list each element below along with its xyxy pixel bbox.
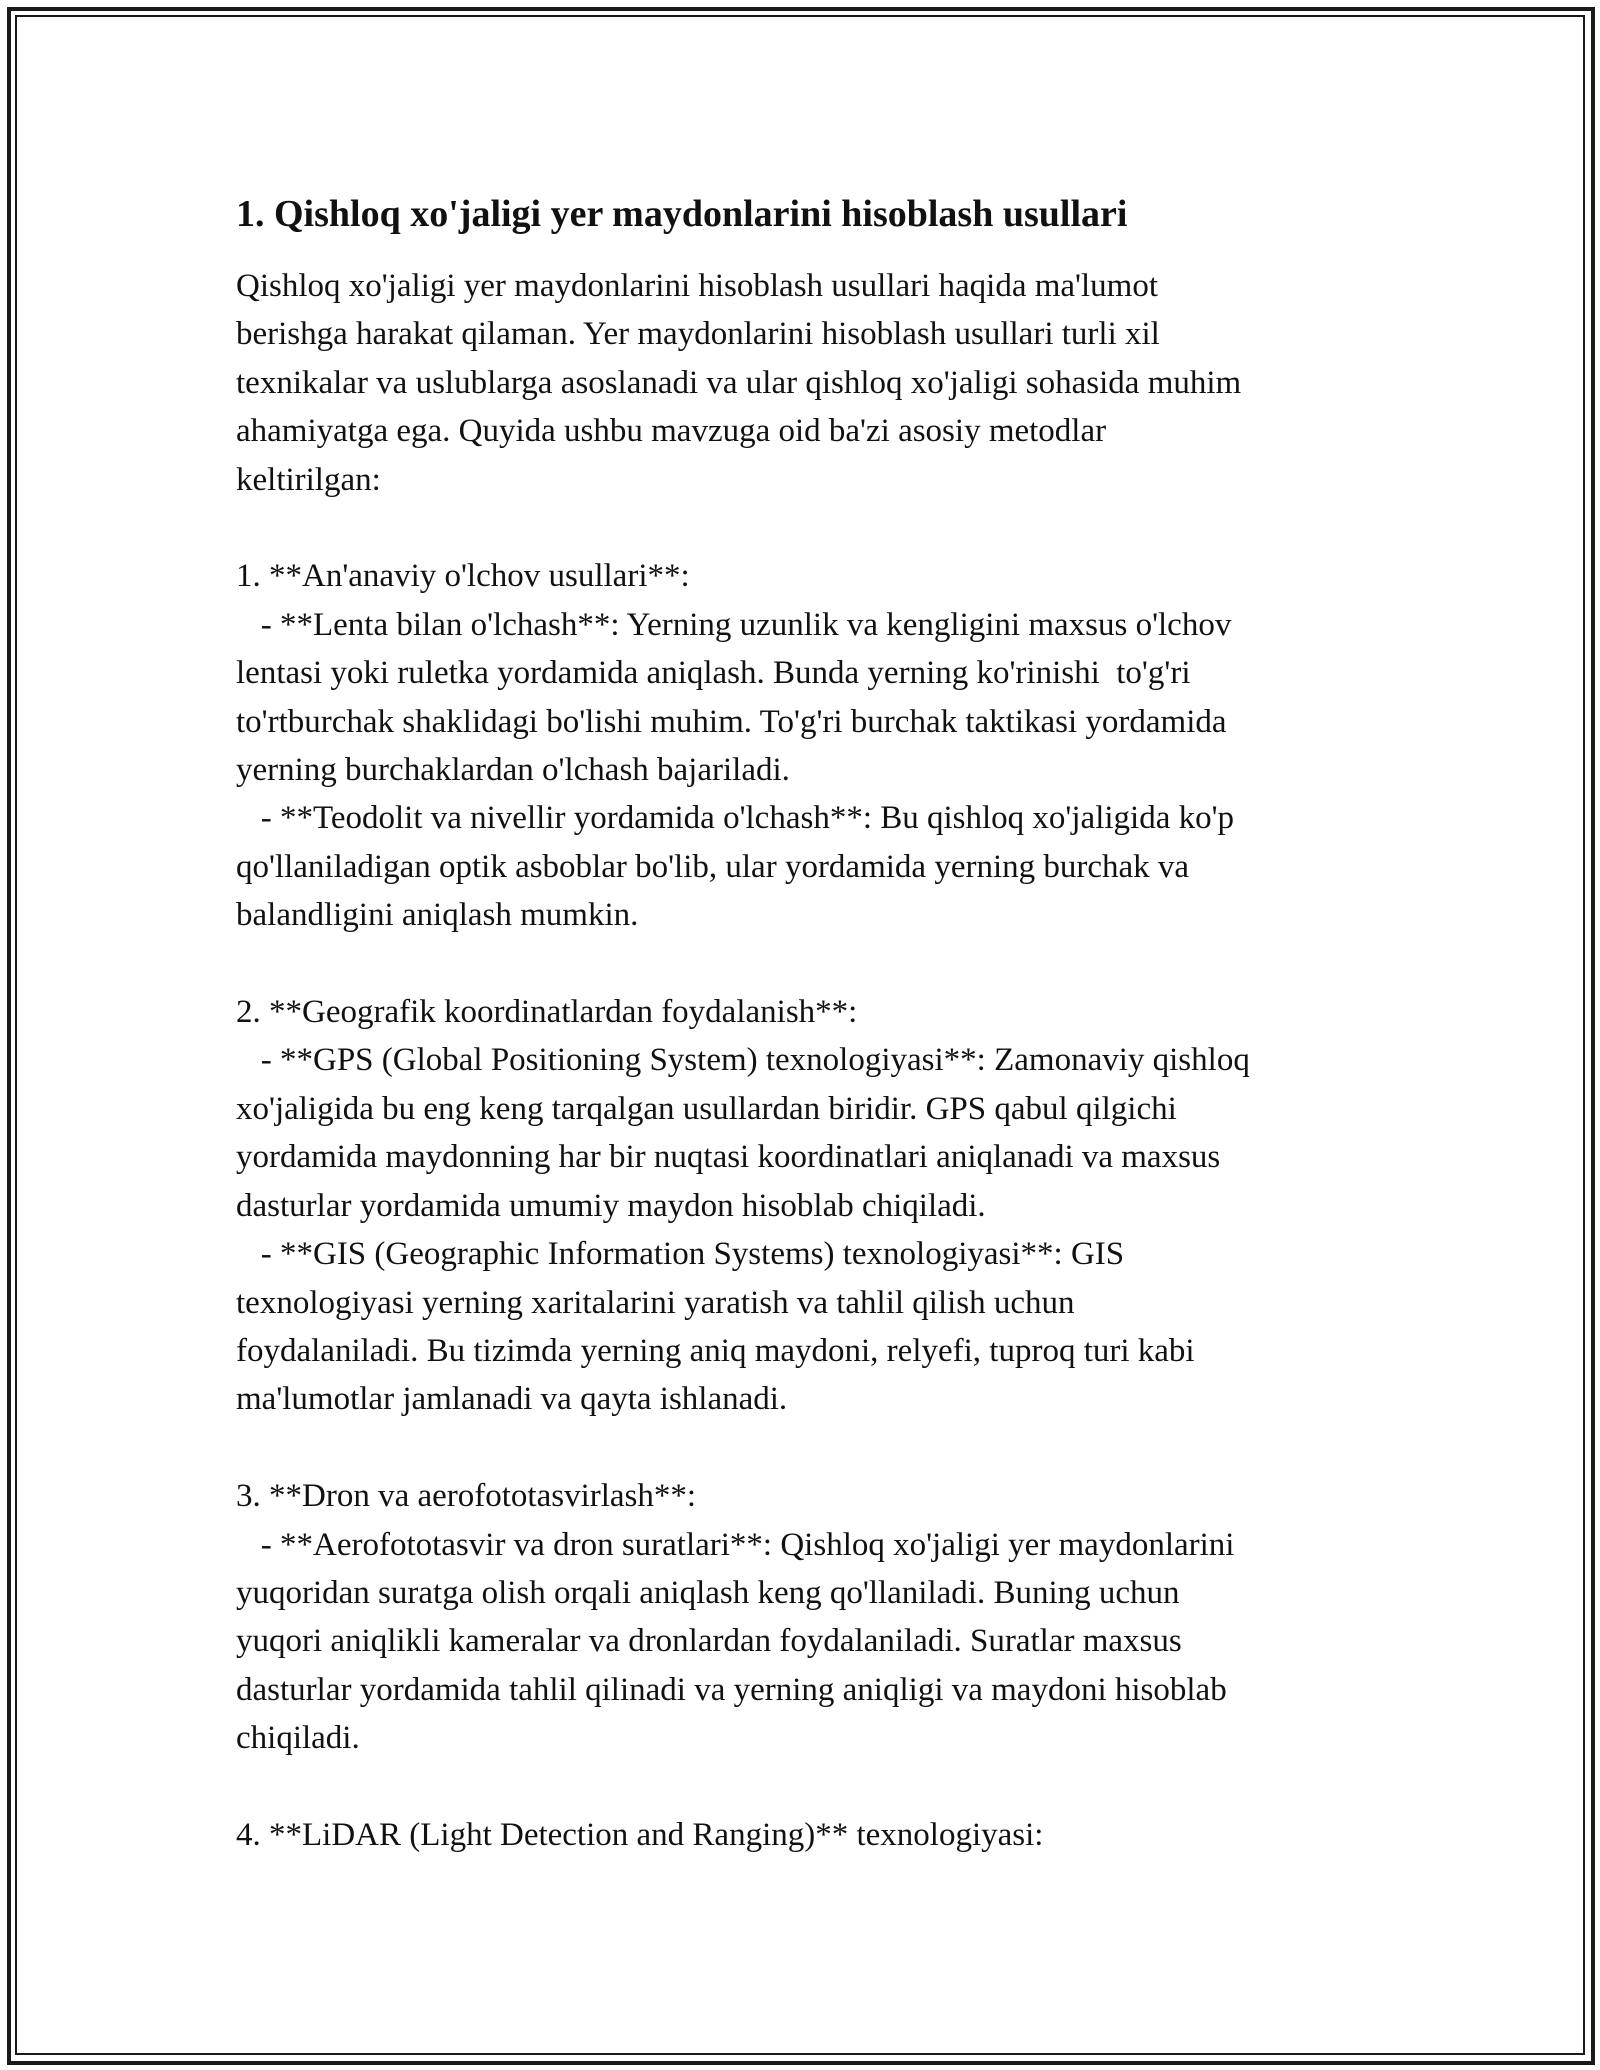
section-line: ma'lumotlar jamlanadi va qayta ishlanadi.	[236, 1381, 788, 1418]
section-line: dasturlar yordamida umumiy maydon hisoblab chiqiladi.	[236, 1187, 986, 1224]
section-heading: 2. **Geografik koordinatlardan foydalanish**:	[236, 994, 858, 1031]
section-drone-aerial	[236, 1472, 1386, 1762]
section-heading: 4. **LiDAR (Light Detection and Ranging)** texnologiyasi:	[236, 1816, 1044, 1853]
intro-line: berishga harakat qilaman. Yer maydonlarini hisoblash usullari turli xil	[236, 316, 1160, 353]
section-line: to'rtburchak shaklidagi bo'lishi muhim. To'g'ri burchak taktikasi yordamida	[236, 703, 1227, 740]
section-line: - **GPS (Global Positioning System) texnologiyasi**: Zamonaviy qishloq	[236, 1042, 1250, 1079]
section-line: - **Aerofototasvir va dron suratlari**: Qishloq xo'jaligi yer maydonlarini	[236, 1526, 1235, 1563]
section-line: yordamida maydonning har bir nuqtasi koordinatlari aniqlanadi va maxsus	[236, 1139, 1221, 1176]
intro-line: Qishloq xo'jaligi yer maydonlarini hisoblash usullari haqida ma'lumot	[236, 268, 1159, 304]
section-line: lentasi yoki ruletka yordamida aniqlash. Bunda yerning ko'rinishi to'g'ri	[236, 655, 1191, 692]
section-line: yuqoridan suratga olish orqali aniqlash keng qo'llaniladi. Buning uchun	[236, 1574, 1180, 1611]
section-geographic-coordinates	[236, 988, 1386, 1424]
section-traditional-measurement	[236, 552, 1386, 939]
section-heading: 1. **An'anaviy o'lchov usullari**:	[236, 558, 690, 595]
intro-paragraph	[236, 262, 1386, 504]
section-line: chiqiladi.	[236, 1720, 360, 1757]
spacer	[236, 504, 1386, 552]
section-line: - **Lenta bilan o'lchash**: Yerning uzunlik va kengligini maxsus o'lchov	[236, 606, 1232, 643]
section-line: texnologiyasi yerning xaritalarini yaratish va tahlil qilish uchun	[236, 1284, 1075, 1321]
section-line: balandligini aniqlash mumkin.	[236, 897, 639, 934]
spacer	[236, 1424, 1386, 1472]
section-heading: 3. **Dron va aerofototasvirlash**:	[236, 1478, 697, 1515]
spacer	[236, 940, 1386, 988]
section-line: foydalaniladi. Bu tizimda yerning aniq maydoni, relyefi, tuproq turi kabi	[236, 1332, 1195, 1369]
intro-line: texnikalar va uslublarga asoslanadi va ular qishloq xo'jaligi sohasida muhim	[236, 364, 1242, 401]
intro-line: keltirilgan:	[236, 461, 381, 498]
document-title: 1. Qishloq xo'jaligi yer maydonlarini hisoblash usullari	[236, 193, 1128, 235]
section-line: dasturlar yordamida tahlil qilinadi va yerning aniqligi va maydoni hisoblab	[236, 1671, 1227, 1708]
section-line: xo'jaligida bu eng keng tarqalgan usullardan biridir. GPS qabul qilgichi	[236, 1090, 1177, 1127]
section-line: yuqori aniqlikli kameralar va dronlardan foydalaniladi. Suratlar maxsus	[236, 1623, 1182, 1660]
document-body	[236, 188, 1386, 1859]
spacer	[236, 1763, 1386, 1811]
section-line: - **Teodolit va nivellir yordamida o'lchash**: Bu qishloq xo'jaligida ko'p	[236, 800, 1235, 837]
section-line: qo'llaniladigan optik asboblar bo'lib, ular yordamida yerning burchak va	[236, 848, 1190, 885]
section-line: yerning burchaklardan o'lchash bajariladi.	[236, 752, 790, 789]
section-line: - **GIS (Geographic Information Systems) texnologiyasi**: GIS	[236, 1236, 1125, 1273]
intro-line: ahamiyatga ega. Quyida ushbu mavzuga oid ba'zi asosiy metodlar	[236, 413, 1107, 450]
section-lidar	[236, 1811, 1386, 1859]
